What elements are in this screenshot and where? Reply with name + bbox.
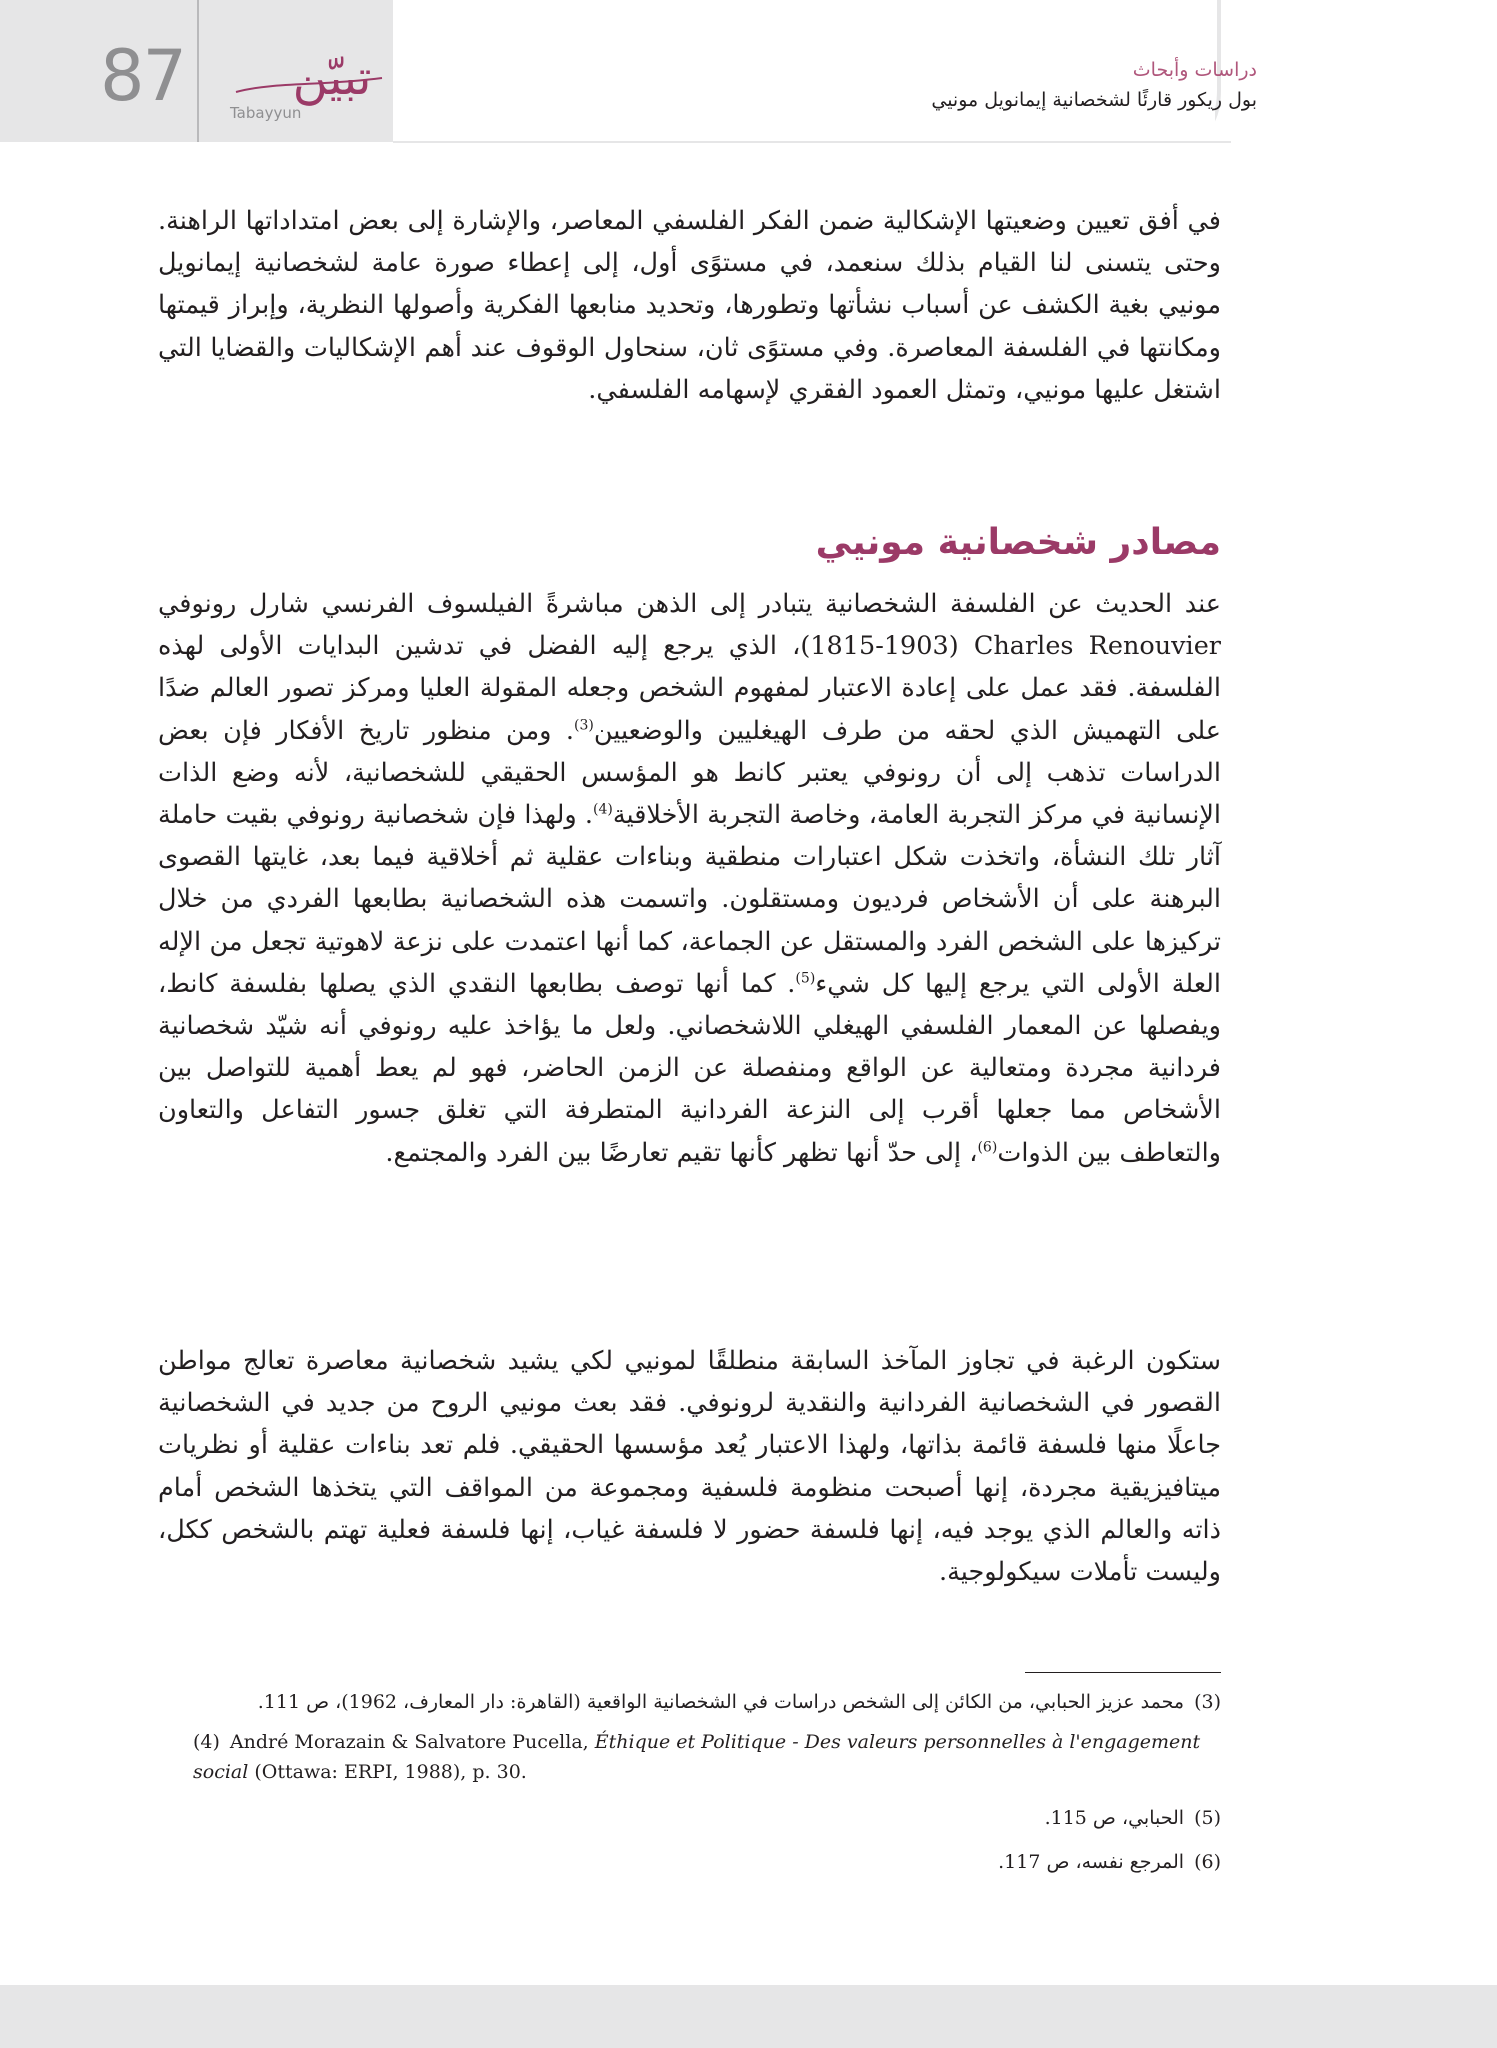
paragraph-2-text-f: ، إلى حدّ أنها تظهر كأنها تقيم تعارضًا بين الفرد والمجتمع.: [385, 1137, 978, 1168]
footnote-4: [193, 1727, 1224, 1789]
header-divider: [197, 0, 199, 142]
paragraph-2-text-a: عند الحديث عن الفلسفة الشخصانية يتبادر إلى الذهن مباشرةً الفيلسوف الفرنسي شارل رونوفي: [158, 589, 1221, 619]
logo-latin-text: Tabayyun: [230, 104, 302, 122]
footnote-5: [190, 1803, 1221, 1833]
section-heading: مصادر شخصانية مونيي: [815, 522, 1221, 563]
footnote-4-title: Éthique et Politique - Des valeurs personnelles à l'engagement social: [193, 1731, 1201, 1783]
footnote-ref-3[interactable]: (3): [574, 717, 594, 734]
logo-arabic-text: تبيّن: [292, 50, 372, 106]
paragraph-2-text-e: . كما أنها توصف بطابعها النقدي الذي يصلها بفلسفة كانط، ويفصلها عن المعمار الفلسفي الهيغلي اللاشخصاني. ولعل ما يؤاخذ عليه رونوفي أنه شيّد شخصانية فردانية مجردة ومتعالية عن الواقع ومنفصلة عن الزمن الحاضر، فهو لم يعط أهمية للتواصل بين الأشخاص مما جعلها أقرب إلى النزعة الفردانية المتطرفة التي تغلق جسور التفاعل والتعاون والتعاطف بين الذوات: [158, 968, 1221, 1168]
footnote-4-number: (4): [193, 1731, 220, 1753]
body-paragraph-1: في أفق تعيين وضعيتها الإشكالية ضمن الفكر الفلسفي المعاصر، والإشارة إلى بعض امتداداتها الراهنة. وحتى يتسنى لنا القيام بذلك سنعمد، في مستوًى أول، إلى إعطاء صورة عامة لشخصانية إيمانويل مونيي بغية الكشف عن أسباب نشأتها وتطورها، وتحديد منابعها الفكرية وأصولها النظرية، وإبراز قيمتها ومكانتها في الفلسفة المعاصرة. وفي مستوًى ثان، سنحاول الوقوف عند أهم الإشكاليات والقضايا التي اشتغل عليها مونيي، وتمثل العمود الفقري لإسهامه الفلسفي.: [158, 206, 1221, 405]
footnote-6: [190, 1847, 1221, 1877]
footnote-3: [190, 1687, 1221, 1717]
paragraph-2-text-d: . ولهذا فإن شخصانية رونوفي بقيت حاملة آثار تلك النشأة، واتخذت شكل اعتبارات منطقية وبناءات عقلية ثم أخلاقية فيما بعد، غايتها القصوى البرهنة على أن الأشخاص فرديون ومستقلون. واتسمت هذه الشخصانية بطابعها الفردي من خلال تركيزها على الشخص الفرد والمستقل عن الجماعة، كما أنها اعتمدت على نزعة لاهوتية تجعل من الإله العلة الأولى التي يرجع إليها كل شيء: [158, 800, 1221, 999]
running-article-title: بول ريكور قارئًا لشخصانية إيمانويل مونيي: [931, 89, 1257, 111]
footnote-ref-5[interactable]: (5): [795, 970, 816, 987]
footnote-5-number: (5): [1194, 1807, 1221, 1829]
footnote-3-text: محمد عزيز الحبابي، من الكائن إلى الشخص دراسات في الشخصانية الواقعية (القاهرة: دار المعارف، 1962)، ص 111.: [257, 1691, 1185, 1713]
latin-name-renouvier: (1815-1903) Charles Renouvier: [800, 631, 1221, 662]
running-section-label: دراسات وأبحاث: [1132, 59, 1257, 81]
footnote-5-text: الحبابي، ص 115.: [1044, 1807, 1185, 1829]
body-paragraph-3: ستكون الرغبة في تجاوز المآخذ السابقة منطلقًا لمونيي لكي يشيد شخصانية معاصرة تعالج مواطن القصور في الشخصانية الفردانية والنقدية لرونوفي. فقد بعث مونيي الروح من جديد في الشخصانية جاعلًا منها فلسفة قائمة بذاتها، ولهذا الاعتبار يُعد مؤسسها الحقيقي. فلم تعد بناءات عقلية أو نظريات ميتافيزيقية مجردة، إنها أصبحت منظومة فلسفية ومجموعة من المواقف التي يتخذها الشخص أمام ذاته والعالم الذي يوجد فيه، إنها فلسفة حضور لا فلسفة غياب، إنها فلسفة فعلية تهتم بالشخص ككل، وليست تأملات سيكولوجية.: [158, 1346, 1221, 1588]
footnote-4-author: André Morazain & Salvatore Pucella,: [229, 1731, 589, 1753]
footnote-ref-4[interactable]: (4): [592, 801, 613, 818]
footnote-6-number: (6): [1194, 1851, 1221, 1873]
bottom-gray-band: [0, 1985, 1497, 2048]
body-paragraph-2: [158, 583, 1221, 1313]
paragraph-2-text-c: . ومن منظور تاريخ الأفكار فإن بعض الدراسات تذهب إلى أن رونوفي يعتبر كانط هو المؤسس الحقيقي للشخصانية، لأنه وضع الذات الإنسانية في مركز التجربة العامة، وخاصة التجربة الأخلاقية: [158, 715, 1221, 831]
page-number: 87: [100, 35, 186, 117]
footnote-3-number: (3): [1194, 1691, 1221, 1713]
footnote-6-text: المرجع نفسه، ص 117.: [998, 1851, 1185, 1873]
paragraph-2-text-b: ، الذي يرجع إليه الفضل في تدشين البدايات الأولى لهذه الفلسفة. فقد عمل على إعادة الاعتبار لمفهوم الشخص وجعله المقولة العليا ومركز تصور العالم ضدًا على التهميش الذي لحقه من طرف الهيغليين والوضعيين: [158, 631, 1222, 746]
footnote-ref-6[interactable]: (6): [977, 1139, 998, 1156]
header-rule: [393, 141, 1231, 143]
footnote-4-publication: (Ottawa: ERPI, 1988), p. 30.: [254, 1761, 527, 1783]
footnote-separator: [1025, 1672, 1221, 1673]
